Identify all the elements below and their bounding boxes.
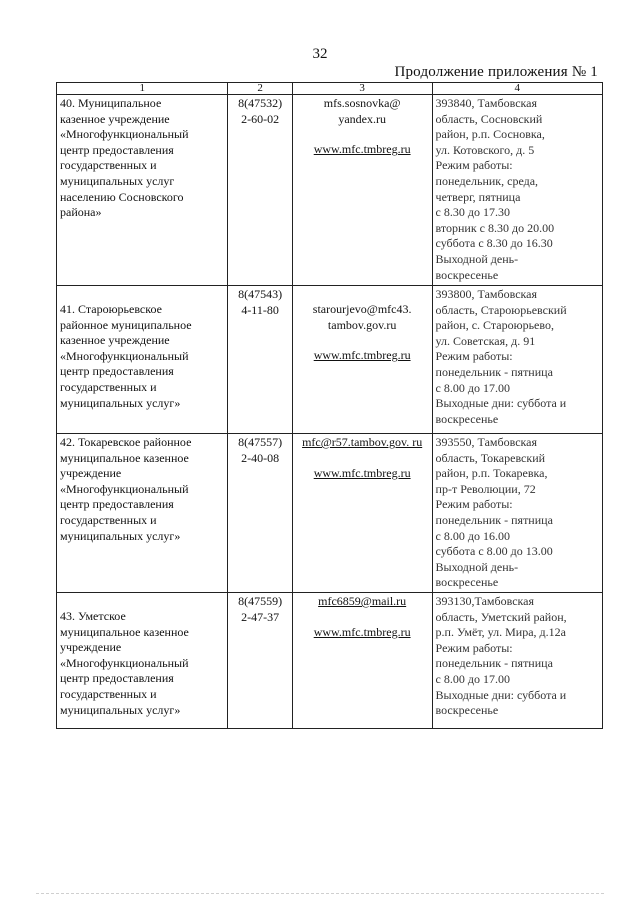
- text-line: 41. Староюрьевское: [60, 302, 162, 316]
- table-row: [57, 592, 603, 728]
- organization-name: [57, 95, 228, 286]
- text-line: вторник с 8.30 до 20.00: [435, 220, 555, 235]
- text-line: район, р.п. Токаревка,: [435, 466, 548, 481]
- text-line: Режим работы:: [435, 349, 513, 364]
- organization-name: [57, 434, 228, 593]
- text-line: суббота с 8.30 до 16.30: [435, 236, 553, 251]
- text-line: государственных и: [60, 512, 157, 527]
- text-line: область, Уметский район,: [435, 609, 567, 624]
- text-line: понедельник - пятница: [435, 364, 553, 379]
- text-line: Выходные дни: суббота и: [435, 687, 567, 702]
- page-number: 32: [312, 46, 328, 62]
- continuation-heading: Продолжение приложения № 1: [394, 64, 598, 80]
- text-line: 393130,Тамбовская: [435, 593, 535, 608]
- text-line: Выходной день-: [435, 559, 519, 574]
- text-line: область, Староюрьевский: [435, 302, 567, 317]
- table-row: [57, 286, 603, 434]
- contacts-cell: [292, 95, 432, 286]
- mfc-table: [56, 82, 603, 729]
- text-line: воскресенье: [435, 411, 499, 426]
- phone-code: 8(47543): [238, 287, 283, 301]
- text-line: понедельник - пятница: [435, 656, 553, 671]
- email-link[interactable]: mfc6859@mail.ru: [318, 593, 407, 608]
- text-line: 393840, Тамбовская: [435, 96, 538, 110]
- contacts-cell: [292, 434, 432, 593]
- column-number: 4: [432, 83, 602, 95]
- text-line: р.п. Умёт, ул. Мира, д.12а: [435, 625, 566, 640]
- text-line: ул. Советская, д. 91: [435, 333, 536, 348]
- scan-edge-line: [36, 893, 604, 894]
- text-line: «Многофункциональный: [60, 655, 189, 670]
- contacts-cell: [292, 592, 432, 728]
- address-schedule-cell: [432, 434, 602, 593]
- text-line: четверг, пятница: [435, 189, 521, 204]
- text-line: Выходные дни: суббота и: [435, 396, 567, 411]
- address-schedule-cell: [432, 286, 602, 434]
- text-line: Режим работы:: [435, 640, 513, 655]
- address-schedule-cell: [432, 592, 602, 728]
- text-line: района»: [60, 205, 102, 220]
- table-row: [57, 434, 603, 593]
- phone-cell: [228, 95, 292, 286]
- column-number-row: [57, 83, 603, 95]
- text-line: район, с. Староюрьево,: [435, 318, 554, 333]
- organization-name: [57, 286, 228, 434]
- email-text: tambov.gov.ru: [327, 317, 397, 332]
- column-number: 3: [292, 83, 432, 95]
- organization-name: [57, 592, 228, 728]
- text-line: центр предоставления: [60, 142, 174, 157]
- phone-cell: [228, 592, 292, 728]
- text-line: воскресенье: [435, 575, 499, 590]
- phone-number: 2-40-08: [241, 450, 280, 465]
- address-schedule-cell: [432, 95, 602, 286]
- phone-number: 2-47-37: [241, 609, 280, 624]
- phone-code: 8(47559): [238, 593, 283, 608]
- text-line: центр предоставления: [60, 671, 174, 686]
- column-number: 1: [57, 83, 228, 95]
- text-line: «Многофункциональный: [60, 348, 189, 363]
- text-line: Режим работы:: [435, 158, 513, 173]
- phone-cell: [228, 286, 292, 434]
- text-line: государственных и: [60, 379, 157, 394]
- text-line: центр предоставления: [60, 497, 174, 512]
- email-text: mfs.sosnovka@: [323, 96, 401, 110]
- text-line: Выходной день-: [435, 251, 519, 266]
- text-line: муниципальных услуг»: [60, 395, 181, 410]
- email-link[interactable]: mfc@r57.tambov.gov. ru: [302, 435, 423, 449]
- text-line: воскресенье: [435, 267, 499, 282]
- text-line: центр предоставления: [60, 364, 174, 379]
- text-line: суббота с 8.00 до 13.00: [435, 544, 553, 559]
- website-link[interactable]: www.mfc.tmbreg.ru: [313, 348, 411, 363]
- text-line: с 8.00 до 16.00: [435, 528, 510, 543]
- text-line: 393550, Тамбовская: [435, 435, 538, 449]
- text-line: область, Токаревский: [435, 450, 546, 465]
- text-line: районное муниципальное: [60, 317, 192, 332]
- text-line: казенное учреждение: [60, 111, 170, 126]
- phone-number: 2-60-02: [241, 111, 280, 126]
- text-line: область, Сосновский: [435, 111, 543, 126]
- text-line: район, р.п. Сосновка,: [435, 127, 545, 142]
- text-line: с 8.00 до 17.00: [435, 671, 510, 686]
- text-line: учреждение: [60, 640, 122, 655]
- contacts-cell: [292, 286, 432, 434]
- text-line: муниципальных услуг: [60, 173, 175, 188]
- text-line: муниципальное казенное: [60, 450, 189, 465]
- column-number: 2: [228, 83, 292, 95]
- text-line: 42. Токаревское районное: [60, 435, 192, 449]
- text-line: с 8.00 до 17.00: [435, 380, 510, 395]
- table-row: [57, 95, 603, 286]
- text-line: воскресенье: [435, 703, 499, 718]
- text-line: муниципальных услуг»: [60, 702, 181, 717]
- text-line: понедельник - пятница: [435, 512, 553, 527]
- phone-code: 8(47532): [238, 96, 283, 110]
- text-line: учреждение: [60, 466, 122, 481]
- text-line: «Многофункциональный: [60, 481, 189, 496]
- text-line: муниципальное казенное: [60, 624, 189, 639]
- phone-cell: [228, 434, 292, 593]
- website-link[interactable]: www.mfc.tmbreg.ru: [313, 465, 411, 480]
- phone-code: 8(47557): [238, 435, 283, 449]
- text-line: 43. Уметское: [60, 608, 126, 623]
- text-line: населению Сосновского: [60, 189, 184, 204]
- text-line: государственных и: [60, 158, 157, 173]
- text-line: государственных и: [60, 686, 157, 701]
- email-text: yandex.ru: [338, 111, 386, 126]
- text-line: понедельник, среда,: [435, 173, 539, 188]
- text-line: муниципальных услуг»: [60, 528, 181, 543]
- phone-number: 4-11-80: [241, 302, 279, 317]
- email-text: starourjevo@mfc43.: [312, 302, 412, 316]
- text-line: «Многофункциональный: [60, 127, 189, 142]
- text-line: Режим работы:: [435, 497, 513, 512]
- text-line: 40. Муниципальное: [60, 96, 162, 110]
- text-line: ул. Котовского, д. 5: [435, 142, 535, 157]
- text-line: с 8.30 до 17.30: [435, 205, 510, 220]
- website-link[interactable]: www.mfc.tmbreg.ru: [313, 142, 411, 157]
- text-line: пр-т Революции, 72: [435, 481, 536, 496]
- text-line: 393800, Тамбовская: [435, 287, 538, 301]
- website-link[interactable]: www.mfc.tmbreg.ru: [313, 624, 411, 639]
- text-line: казенное учреждение: [60, 333, 170, 348]
